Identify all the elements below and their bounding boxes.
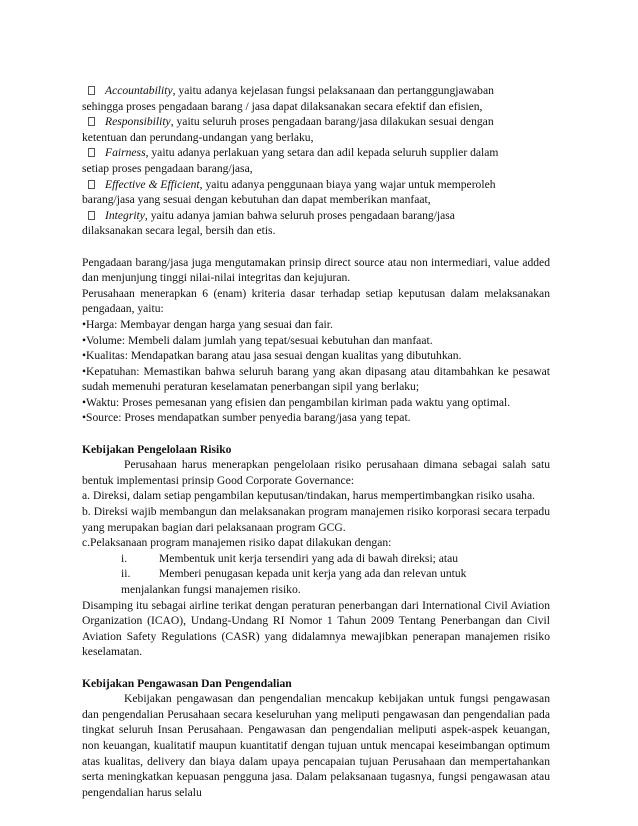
subpoint-text: Memberi penugasan kepada unit kerja yang ada dan relevan untuk [159, 567, 467, 581]
principle-item [82, 145, 550, 161]
roman-numeral: ii. [121, 567, 131, 581]
document-page [82, 83, 550, 800]
criteria-item: •Harga: Membayar dengan harga yang sesuai dan fair. [82, 317, 333, 331]
principle-cont: setiap proses pengadaan barang/jasa, [82, 161, 253, 175]
principle-text: , yaitu adanya jamian bahwa seluruh proses pengadaan barang/jasa [144, 208, 455, 222]
principle-cont: barang/jasa yang sesuai dengan kebutuhan dan dapat memberikan manfaat, [82, 193, 431, 207]
risk-heading: Kebijakan Pengelolaan Risiko [82, 442, 232, 456]
control-heading: Kebijakan Pengawasan Dan Pengendalian [82, 676, 292, 690]
checkbox-bullet-icon [88, 86, 95, 95]
principle-cont: dilaksanakan secara legal, bersih dan etis. [82, 224, 276, 238]
principle-item [82, 177, 550, 193]
checkbox-bullet-icon [88, 211, 95, 220]
risk-intro: Perusahaan harus menerapkan pengelolaan risiko perusahaan dimana sebagai salah satu bentuk implementasi prinsip Good Corporate Governance: [82, 458, 550, 487]
criteria-item: •Kepatuhan: Memastikan bahwa seluruh barang yang akan dipasang atau ditambahkan ke pesawat sudah memenuhi peraturan keselamatan penerbangan sipil yang berlaku; [82, 364, 550, 394]
criteria-item: •Source: Proses mendapatkan sumber penyedia barang/jasa yang tepat. [82, 411, 411, 425]
risk-point-c: c.Pelaksanaan program manajemen risiko dapat dilakukan dengan: [82, 536, 392, 550]
paragraph-criteria-intro: Perusahaan menerapkan 6 (enam) kriteria dasar terhadap setiap keputusan dalam melaksanakan pengadaan, yaitu: [82, 286, 550, 316]
checkbox-bullet-icon [88, 117, 95, 126]
risk-point-b: b. Direksi wajib membangun dan melaksanakan program manajemen risiko korporasi secara terpadu yang merupakan bagian dari pelaksanaan program GCG. [82, 505, 550, 534]
principle-item [82, 208, 550, 224]
principle-term: Accountability [105, 84, 173, 97]
checkbox-bullet-icon [88, 148, 95, 157]
principle-term: Responsibility [105, 115, 171, 129]
roman-numeral: i. [121, 551, 128, 565]
paragraph-direct-source: Pengadaan barang/jasa juga mengutamakan prinsip direct source atau non intermediari, value added dan menjunjung tinggi nilai-nilai integritas dan kejujuran. [82, 255, 550, 285]
principle-text: , yaitu adanya kejelasan fungsi pelaksanaan dan pertanggungjawaban [172, 84, 494, 97]
principle-text: , yaitu seluruh proses pengadaan barang/jasa dilakukan sesuai dengan [170, 115, 494, 129]
principle-term: Integrity [105, 208, 145, 222]
criteria-item: •Volume: Membeli dalam jumlah yang tepat/sesuai kebutuhan dan manfaat. [82, 333, 433, 347]
principle-cont: ketentuan dan perundang-undangan yang berlaku, [82, 130, 314, 144]
risk-point-a: a. Direksi, dalam setiap pengambilan keputusan/tindakan, harus mempertimbangkan risiko usaha. [82, 489, 535, 503]
criteria-item: •Kualitas: Mendapatkan barang atau jasa sesuai dengan kualitas yang dibutuhkan. [82, 349, 462, 363]
risk-closing: Disamping itu sebagai airline terikat dengan peraturan penerbangan dari International Civil Aviation Organization (ICAO), Undang-Undang RI Nomor 1 Tahun 2009 Tentang Penerbangan dan Civil Aviation Safety Regulations (CASR) yang didalamnya mewajibkan penerapan manajemen risiko keselamatan. [82, 598, 550, 659]
principle-item [82, 83, 550, 99]
subpoint-cont: menjalankan fungsi manajemen risiko. [121, 583, 301, 596]
principle-term: Fairness [105, 146, 146, 160]
principle-text: , yaitu adanya perlakuan yang setara dan adil kepada seluruh supplier dalam [145, 146, 499, 160]
risk-subpoint-ii [82, 566, 550, 582]
criteria-item: •Waktu: Proses pemesanan yang efisien dan pengambilan kiriman pada waktu yang optimal. [82, 395, 511, 409]
subpoint-text: Membentuk unit kerja tersendiri yang ada di bawah direksi; atau [159, 551, 459, 565]
principle-text: , yaitu adanya penggunaan biaya yang wajar untuk memperoleh [199, 177, 496, 191]
checkbox-bullet-icon [88, 180, 95, 189]
principle-cont: sehingga proses pengadaan barang / jasa dapat dilaksanakan secara efektif dan efisien, [82, 99, 483, 113]
principle-term: Effective & Efficient [105, 177, 200, 191]
principle-item [82, 114, 550, 130]
control-body: Kebijakan pengawasan dan pengendalian mencakup kebijakan untuk fungsi pengawasan dan pengendalian Perusahaan secara keseluruhan yang meliputi pengawasan dan pengendalian pada tingkat seluruh Insan Perusahaan. Pengawasan dan pengendalian meliputi aspek-aspek keuangan, non keuangan, kualitatif maupun kuantitatif dengan tujuan untuk mencapai keseimbangan optimum atas kualitas, delivery dan biaya dalam upaya pencapaian tujuan Perusahaan dan mempertahankan serta meningkatkan kepuasan pengguna jasa. Dalam pelaksanaan tugasnya, fungsi pengawasan atau pengendalian harus selalu [82, 692, 550, 799]
risk-subpoint-i [82, 551, 550, 567]
